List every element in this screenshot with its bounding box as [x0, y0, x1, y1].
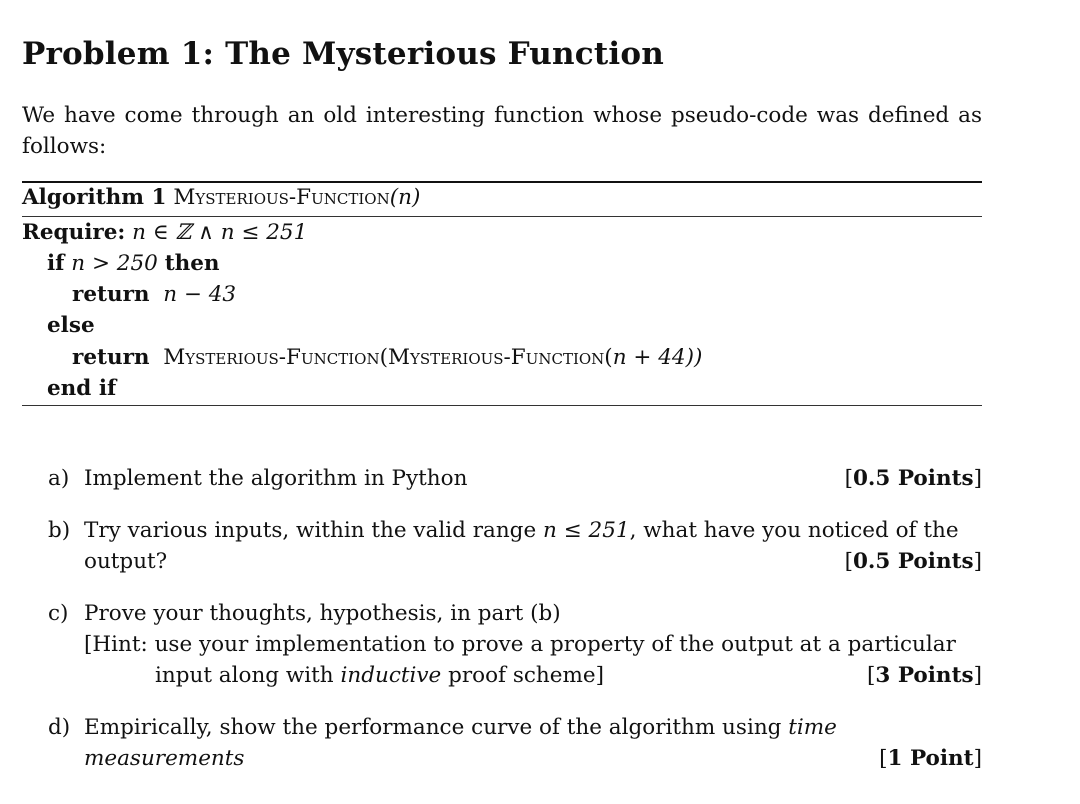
question-text: Try various inputs, within the valid range n ≤ 251, what have you noticed of the [84, 518, 959, 543]
algorithm-name: Mysterious-Function [173, 185, 390, 210]
algorithm-endif-line [47, 376, 116, 402]
question-label: d) [48, 715, 71, 740]
question-text: Implement the algorithm in Python [84, 466, 468, 491]
algorithm-return2-line [72, 345, 702, 371]
then-keyword: then [164, 251, 220, 276]
question-text: Empirically, show the performance curve of the algorithm using time measurements [84, 715, 837, 771]
question-a [22, 463, 982, 494]
question-points: [0.5 Points] [844, 466, 982, 491]
if-condition: n > 250 [71, 251, 158, 276]
return-keyword: return [72, 282, 150, 307]
require-expression: n ∈ ℤ ∧ n ≤ 251 [132, 220, 308, 245]
algorithm-require-line [22, 220, 307, 246]
question-points: [1 Point] [879, 746, 982, 771]
algorithm-if-line [47, 251, 220, 277]
algorithm-caption-rule [22, 216, 982, 217]
algorithm-return1-line [72, 282, 236, 308]
question-text: Prove your thoughts, hypothesis, in part (b) [84, 601, 561, 626]
question-d [22, 712, 982, 774]
question-label: a) [48, 466, 70, 491]
return1-expression: n − 43 [163, 282, 237, 307]
question-c [22, 598, 982, 691]
return-keyword: return [72, 345, 150, 370]
return2-expression-args: n + 44)) [612, 345, 703, 370]
endif-keyword: end if [47, 376, 117, 401]
if-keyword: if [47, 251, 65, 276]
question-text-line2: output? [84, 549, 168, 574]
algorithm-bottom-rule [22, 405, 982, 406]
algorithm-else-line [47, 313, 95, 339]
question-b [22, 515, 982, 577]
question-hint-line1: [Hint: use your implementation to prove a property of the output at a particular [84, 632, 956, 657]
algorithm-caption [22, 185, 420, 211]
question-label: b) [48, 518, 71, 543]
intro-paragraph: We have come through an old interesting function whose pseudo-code was defined as follows: [22, 103, 982, 159]
question-label: c) [48, 601, 69, 626]
return2-expression: Mysterious-Function(Mysterious-Function( [163, 345, 613, 370]
algorithm-param: (n) [389, 185, 421, 210]
algorithm-top-rule [22, 181, 982, 183]
question-hint-line2: input along with inductive proof scheme] [155, 663, 604, 688]
question-points: [0.5 Points] [844, 549, 982, 574]
question-points: [3 Points] [867, 663, 982, 688]
require-label: Require: [22, 220, 126, 245]
else-keyword: else [47, 313, 95, 338]
problem-title: Problem 1: The Mysterious Function [22, 36, 664, 72]
algorithm-label: Algorithm 1 [22, 185, 167, 210]
